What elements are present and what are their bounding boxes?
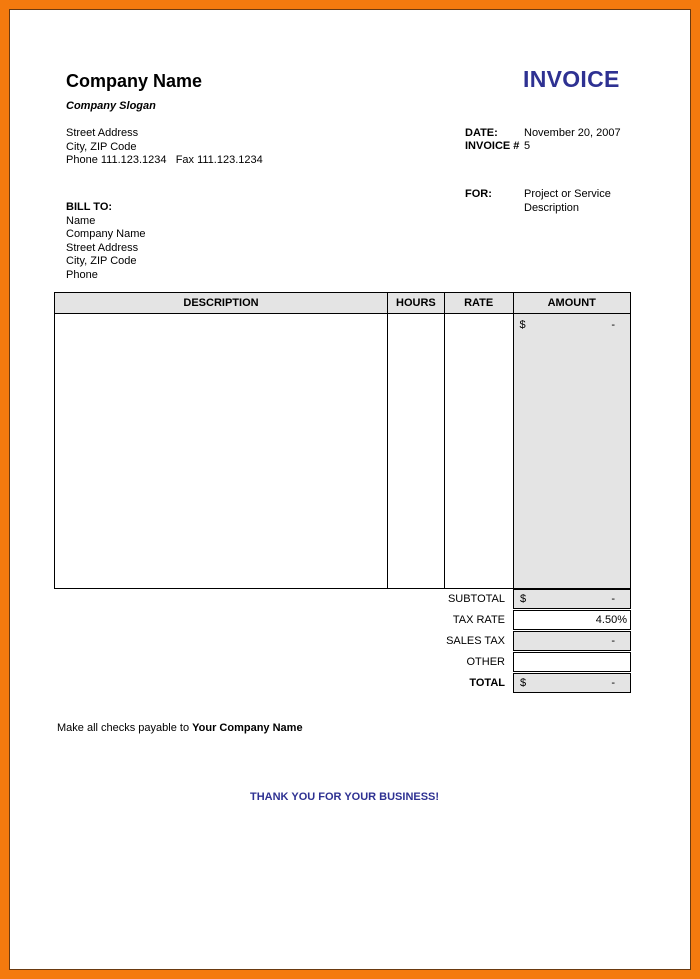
for-label: FOR: [465,188,492,200]
bill-to-label: BILL TO: [66,201,113,213]
for-value-line-1: Project or Service [524,188,611,200]
amount-currency: $ [519,319,526,331]
subtotal-value: - [611,593,615,605]
invoice-number-label: INVOICE # [465,140,520,152]
tax-rate-label: TAX RATE [452,614,505,626]
company-name: Company Name [66,71,203,91]
bill-to-company: Company Name [66,228,146,241]
header-rate: RATE [444,293,513,314]
rate-cell[interactable] [444,314,513,589]
bill-to-block [66,201,145,283]
subtotal-label: SUBTOTAL [447,593,505,605]
bill-to-phone: Phone [66,268,98,281]
invoice-title: INVOICE [523,66,620,92]
total-value: - [611,677,615,689]
company-street: Street Address [66,127,139,139]
hours-cell[interactable] [387,314,444,589]
checks-payable-company: Your Company Name [192,722,303,734]
other-box[interactable] [513,652,631,672]
date-value: November 20, 2007 [524,127,621,139]
sales-tax-value: - [611,635,615,647]
header-description: DESCRIPTION [55,293,388,314]
header-hours: HOURS [387,293,444,314]
company-slogan: Company Slogan [66,100,156,112]
other-label: OTHER [466,656,505,668]
total-box [513,673,631,693]
tax-rate-box[interactable] [513,610,631,630]
bill-to-city: City, ZIP Code [66,255,137,268]
total-currency: $ [520,677,527,689]
date-label: DATE: [465,127,498,139]
items-table [54,292,631,589]
company-city: City, ZIP Code [66,140,137,153]
subtotal-box [513,589,631,609]
items-table-header-row [55,293,631,314]
description-cell[interactable] [55,314,388,589]
table-row [55,314,631,589]
header-amount: AMOUNT [513,293,630,314]
thank-you-message: THANK YOU FOR YOUR BUSINESS! [250,791,440,803]
bill-to-name: Name [66,214,96,227]
company-phone-fax: Phone 111.123.1234 Fax 111.123.1234 [66,154,263,167]
invoice-number-value: 5 [524,140,531,152]
sales-tax-label: SALES TAX [446,635,505,647]
total-label: TOTAL [469,677,505,689]
company-address [66,127,263,168]
subtotal-currency: $ [520,593,527,605]
sales-tax-box [513,631,631,651]
checks-payable-line [57,722,303,736]
amount-value: - [611,319,615,331]
tax-rate-value: 4.50% [595,614,627,626]
amount-cell[interactable] [513,314,630,589]
bill-to-street: Street Address [66,241,139,254]
for-value [524,188,611,215]
for-value-line-2: Description [524,201,580,214]
checks-payable-text: Make all checks payable to [57,722,193,734]
